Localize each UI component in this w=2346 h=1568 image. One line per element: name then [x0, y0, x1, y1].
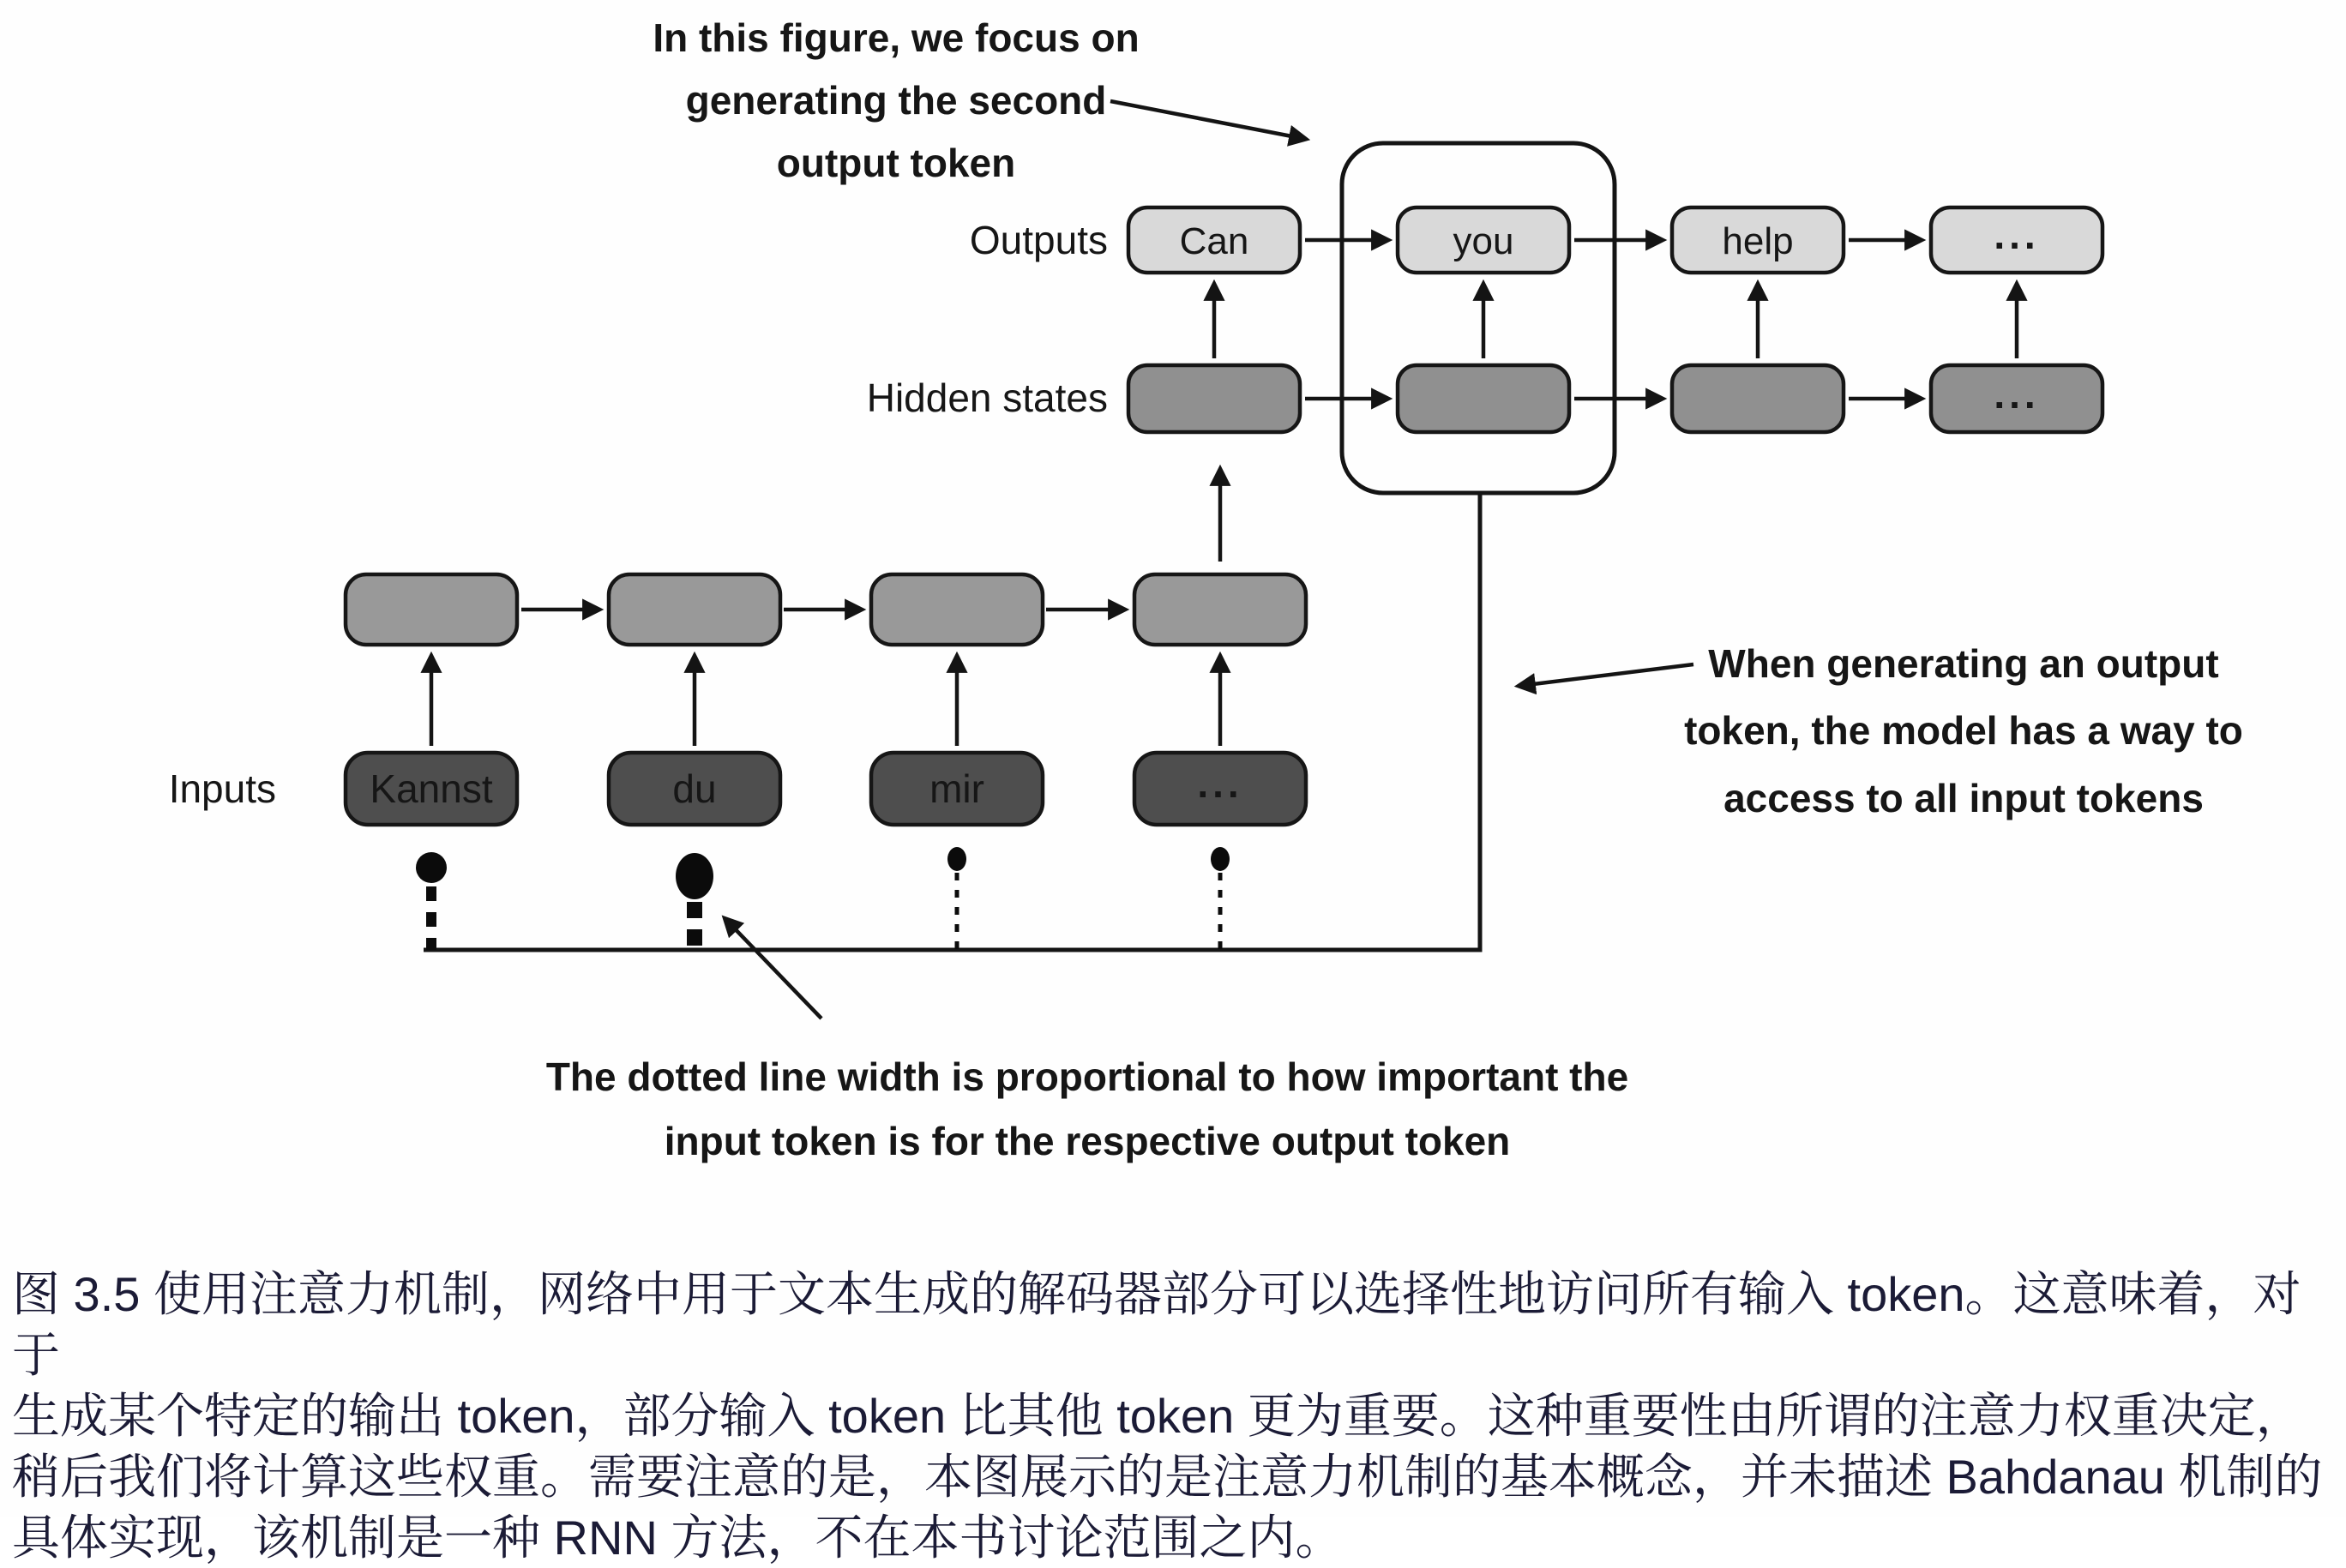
attention-dot-ellipsis	[1211, 847, 1230, 871]
inputs-row-label: Inputs	[168, 766, 276, 811]
top-note-line2: generating the second	[685, 78, 1107, 123]
hidden-box-2	[1398, 365, 1569, 432]
encoder-box-2	[609, 574, 780, 645]
hidden-token-ellipsis: ...	[1994, 372, 2040, 417]
input-token-kannst: Kannst	[370, 766, 493, 811]
attention-connector-line	[424, 493, 1480, 950]
right-note-line1: When generating an output	[1708, 641, 2219, 686]
output-token-you: you	[1453, 220, 1514, 262]
encoder-box-1	[346, 574, 517, 645]
top-note-arrow	[1110, 101, 1305, 139]
top-note-line1: In this figure, we focus on	[653, 15, 1140, 60]
right-note-arrow	[1519, 664, 1693, 686]
attention-dot-mir	[947, 847, 966, 871]
output-token-can: Can	[1179, 220, 1249, 262]
input-token-ellipsis: ...	[1197, 761, 1243, 806]
attention-dot-du	[676, 853, 713, 899]
bottom-note-line2: input token is for the respective output token	[664, 1119, 1511, 1163]
encoder-box-3	[871, 574, 1043, 645]
caption-line-1: 图 3.5 使用注意力机制，网络中用于文本生成的解码器部分可以选择性地访问所有输入 token。这意味着，对于	[12, 1267, 2301, 1382]
hidden-box-3	[1672, 365, 1844, 432]
output-token-ellipsis: ...	[1994, 213, 2040, 257]
bottom-note-line1: The dotted line width is proportional to how important the	[545, 1054, 1629, 1099]
input-token-mir: mir	[929, 766, 984, 811]
hidden-states-row-label: Hidden states	[866, 375, 1108, 420]
focus-highlight-box	[1342, 143, 1615, 493]
hidden-box-1	[1128, 365, 1300, 432]
figure-caption	[12, 1264, 2336, 1568]
bottom-note-arrow	[725, 919, 821, 1018]
encoder-box-4	[1134, 574, 1306, 645]
input-token-du: du	[672, 766, 717, 811]
output-token-help: help	[1722, 220, 1794, 262]
right-note-line3: access to all input tokens	[1723, 776, 2204, 820]
outputs-row-label: Outputs	[969, 218, 1108, 262]
caption-line-4: 具体实现，该机制是一种 RNN 方法，不在本书讨论范围之内。	[12, 1511, 1344, 1565]
top-note-line3: output token	[776, 141, 1016, 185]
attention-dot-kannst	[416, 852, 447, 883]
caption-line-3: 稍后我们将计算这些权重。需要注意的是，本图展示的是注意力机制的基本概念，并未描述 Bahdanau 机制的	[12, 1450, 2323, 1504]
caption-line-2: 生成某个特定的输出 token，部分输入 token 比其他 token 更为重要。这种重要性由所谓的注意力权重决定，	[12, 1389, 2304, 1443]
right-note-line2: token, the model has a way to	[1684, 708, 2243, 753]
